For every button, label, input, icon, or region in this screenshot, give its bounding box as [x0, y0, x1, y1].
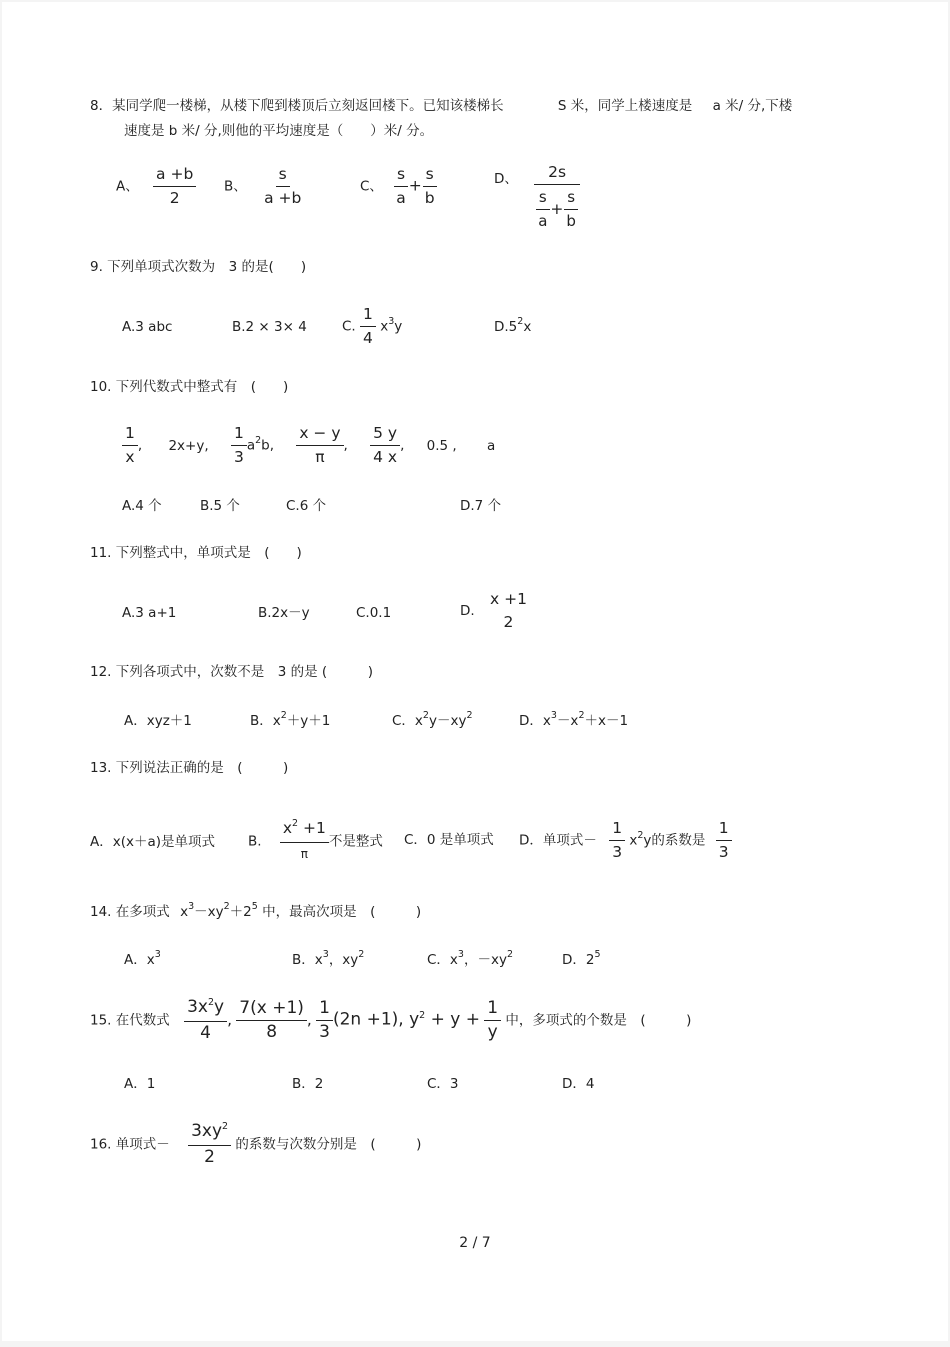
q14-option-b[interactable]: B．$x^3$，$xy^2$: [292, 949, 365, 968]
q10-stem: 10. 下列代数式中整式有 ( ): [90, 379, 289, 395]
q10-option-b[interactable]: B.5 个: [200, 498, 240, 514]
q15-option-c[interactable]: C．3: [427, 1076, 459, 1092]
page-number: 2 / 7: [459, 1235, 491, 1251]
q10-expr-5: $\frac{5 y}{4 x}$: [370, 424, 400, 467]
document-page: [2, 2, 948, 1341]
q10-expr-4: $\frac{x - y}{\pi}$: [296, 424, 343, 467]
q15-option-b[interactable]: B．2: [292, 1076, 324, 1092]
q9-option-a[interactable]: A.3 abc: [122, 319, 173, 335]
q11-option-a[interactable]: A.3 a+1: [122, 605, 177, 621]
q10-option-c[interactable]: C.6 个: [286, 498, 327, 514]
q8-option-c[interactable]: C、 $\frac{s}{a}$ + $\frac{s}{b}$: [360, 165, 438, 208]
q8-option-d[interactable]: D、 2s $\frac{s}{a}$ + $\frac{s}{b}$: [494, 163, 582, 231]
q16-stem: 16. 单项式－ $\frac{3xy^2}{2}$ 的系数与次数分别是 ( ): [90, 1121, 422, 1167]
q8-d-compound-fraction: 2s $\frac{s}{a}$ + $\frac{s}{b}$: [532, 163, 582, 231]
q9-stem: 9. 下列单项式次数为 3 的是( ): [90, 259, 307, 275]
q10-option-d[interactable]: D.7 个: [460, 498, 502, 514]
q15-option-a[interactable]: A．1: [124, 1076, 156, 1092]
q12-option-b[interactable]: B．$x^2+y+1$: [250, 710, 331, 729]
q14-option-c[interactable]: C．$x^3$，$-xy^2$: [427, 949, 513, 968]
q8-option-a[interactable]: A、 $\frac{a +b}{2}$: [116, 165, 196, 208]
q13-option-c[interactable]: C．0 是单项式: [404, 832, 494, 848]
q11-stem: 11. 下列整式中，单项式是 ( ): [90, 545, 302, 561]
q13-option-a[interactable]: A．x(x＋a)是单项式: [90, 834, 216, 850]
q11-option-d[interactable]: D. x +1 2: [460, 590, 527, 631]
q13-option-b[interactable]: B. $\frac{x^2 +1}{\pi}$ 不是整式: [248, 818, 383, 861]
q11-option-b[interactable]: B.2x－y: [258, 605, 310, 621]
q12-stem: 12. 下列各项式中，次数不是 3 的是 ( ): [90, 664, 373, 680]
q8-b-fraction: $\frac{s}{a +b}$: [264, 165, 302, 207]
q14-option-d[interactable]: D．$2^5$: [562, 949, 601, 968]
q13-option-d[interactable]: D．单项式－ $\frac{1}{3}$ $x^2y$的系数是 $\frac{1}{3}$: [519, 819, 732, 862]
q8-stem-line1: 8．某同学爬一楼梯，从楼下爬到楼顶后立刻返回楼下。已知该楼梯长 S 米，同学上楼速度是 a 米/ 分,下楼: [90, 98, 793, 114]
q10-expressions: $\frac{1}{x}$ , 2x+y, $\frac{1}{3}$ $a^2b$, $\frac{x - y}{\pi}$ , $\frac{5 y}{4 x}$ , 0.5 , a: [122, 424, 495, 467]
q8-option-b[interactable]: B、 $\frac{s}{a +b}$: [224, 165, 304, 208]
q14-stem: 14. 在多项式 $x^3-xy^2+2^5$ 中，最高次项是 ( ): [90, 901, 422, 920]
q15-option-d[interactable]: D．4: [562, 1076, 595, 1092]
q14-option-a[interactable]: A．$x^3$: [124, 949, 161, 968]
q10-expr-1: $\frac{1}{x}$: [122, 424, 138, 467]
q11-option-c[interactable]: C.0.1: [356, 605, 392, 621]
q12-option-d[interactable]: D．$x^3-x^2+x-1$: [519, 710, 629, 729]
q13-stem: 13. 下列说法正确的是 ( ): [90, 760, 289, 776]
q9-option-b[interactable]: B.2 × 3× 4: [232, 319, 307, 335]
q9-option-d[interactable]: $D.5^2x$: [494, 316, 532, 335]
q12-option-a[interactable]: A．xyz＋1: [124, 713, 192, 729]
q8-a-fraction: $\frac{a +b}{2}$: [153, 165, 196, 208]
q10-expr-3: $\frac{1}{3}$: [231, 424, 247, 467]
q8-stem-line2: 速度是 b 米/ 分,则他的平均速度是（ ）米/ 分。: [124, 123, 434, 139]
q12-option-c[interactable]: C．$x^2y-xy^2$: [392, 710, 473, 729]
q10-option-a[interactable]: A.4 个: [122, 498, 162, 514]
q15-stem: 15. 在代数式 $\frac{3x^2y}{4}$ , $\frac{7(x +1)}{8}$ , $\frac{1}{3}$ (2n +1), $y^2 + y$ + $\frac{1}{y}$ 中，多项式的个数是 ( ): [90, 997, 692, 1043]
q9-option-c[interactable]: C. $\frac{1}{4}$ $x^3y$: [342, 305, 403, 347]
